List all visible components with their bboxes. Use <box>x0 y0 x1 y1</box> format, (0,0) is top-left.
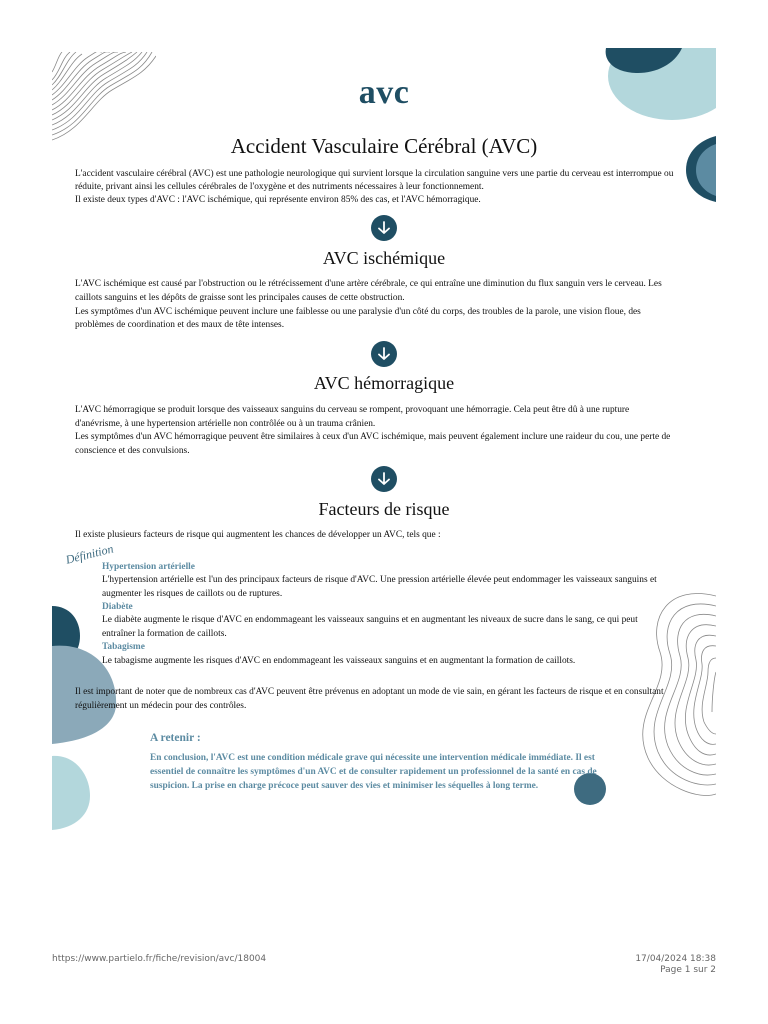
footer-url[interactable]: https://www.partielo.fr/fiche/revision/avc/18004 <box>52 954 267 964</box>
paragraph: L'accident vasculaire cérébral (AVC) est une pathologie neurologique qui survient lorsque la circulation sanguine vers une partie du cerveau est interrompue ou <box>75 169 674 179</box>
footer-datetime: 17/04/2024 18:38 <box>635 954 716 964</box>
document-page <box>52 48 716 830</box>
term-description: augmenter les risques de caillots ou de ruptures. <box>102 589 283 599</box>
paragraph: régulièrement un médecin pour des contrôles. <box>75 701 247 711</box>
term-title: Diabète <box>102 602 133 612</box>
retenir-text: essentiel de connaître les symptômes d'un AVC et de consulter rapidement un professionnel de la santé en cas de <box>150 767 597 777</box>
arrow-down-icon <box>371 466 397 492</box>
section-heading-avc: Accident Vasculaire Cérébral (AVC) <box>230 134 538 158</box>
term-description: Le tabagisme augmente les risques d'AVC en endommageant les vaisseaux sanguins et en augmentant la formation de caillots. <box>102 656 576 666</box>
paragraph: Il existe plusieurs facteurs de risque qui augmentent les chances de développer un AVC, tels que : <box>75 530 441 540</box>
term-title: Tabagisme <box>102 642 145 652</box>
term-description: Le diabète augmente le risque d'AVC en endommageant les vaisseaux sanguins et en augmentant les niveaux de sucre dans le sang, ce qui peut <box>102 615 638 625</box>
paragraph: réduite, privant ainsi les cellules cérébrales de l'oxygène et des nutriments nécessaires à leur fonctionnement. <box>75 182 484 192</box>
page-title: avc <box>358 74 410 111</box>
paragraph: Les symptômes d'un AVC ischémique peuvent inclure une faiblesse ou une paralysie d'un côté du corps, des troubles de la parole, une vision floue, des <box>75 307 641 317</box>
retenir-text: suspicion. La prise en charge précoce peut sauver des vies et minimiser les séquelles à long terme. <box>150 781 539 791</box>
paragraph: conscience et des convulsions. <box>75 446 190 456</box>
section-heading-ischemique: AVC ischémique <box>322 248 446 268</box>
paragraph: Les symptômes d'un AVC hémorragique peuvent être similaires à ceux d'un AVC ischémique, mais peuvent également inclure une raideur du cou, une perte de <box>75 432 671 442</box>
retenir-title: A retenir : <box>150 732 201 744</box>
paragraph: d'anévrisme, à une hypertension artérielle non contrôlée ou à un trauma crânien. <box>75 419 376 429</box>
section-heading-facteurs: Facteurs de risque <box>318 499 450 519</box>
definition-tag: Définition <box>64 541 115 567</box>
retenir-text: En conclusion, l'AVC est une condition médicale grave qui nécessite une intervention médicale immédiate. Il est <box>150 753 595 763</box>
paragraph: problèmes de coordination et des maux de tête intenses. <box>75 320 285 330</box>
arrow-down-icon <box>371 215 397 241</box>
footer-page-number: Page 1 sur 2 <box>660 965 716 975</box>
paragraph: L'AVC ischémique est causé par l'obstruction ou le rétrécissement d'une artère cérébrale, ce qui entraîne une diminution du flux sanguin vers le cerveau. Les <box>75 279 662 289</box>
section-heading-hemorragique: AVC hémorragique <box>313 373 455 393</box>
paragraph: L'AVC hémorragique se produit lorsque des vaisseaux sanguins du cerveau se rompent, provoquant une hémorragie. Cela peut être dû à une rupture <box>75 405 630 415</box>
term-title: Hypertension artérielle <box>102 562 195 572</box>
paragraph: caillots sanguins et les dépôts de graisse sont les principales causes de cette obstruction. <box>75 293 405 303</box>
term-description: L'hypertension artérielle est l'un des principaux facteurs de risque d'AVC. Une pression artérielle élevée peut endommager les vaisseaux sanguins et <box>102 575 657 585</box>
term-description: entraîner la formation de caillots. <box>102 629 227 639</box>
paragraph: Il existe deux types d'AVC : l'AVC ischémique, qui représente environ 85% des cas, et l'AVC hémorragique. <box>75 195 481 205</box>
arrow-down-icon <box>371 341 397 367</box>
paragraph: Il est important de noter que de nombreux cas d'AVC peuvent être prévenus en adoptant un mode de vie sain, en gérant les facteurs de risque et en consultant <box>75 687 664 697</box>
